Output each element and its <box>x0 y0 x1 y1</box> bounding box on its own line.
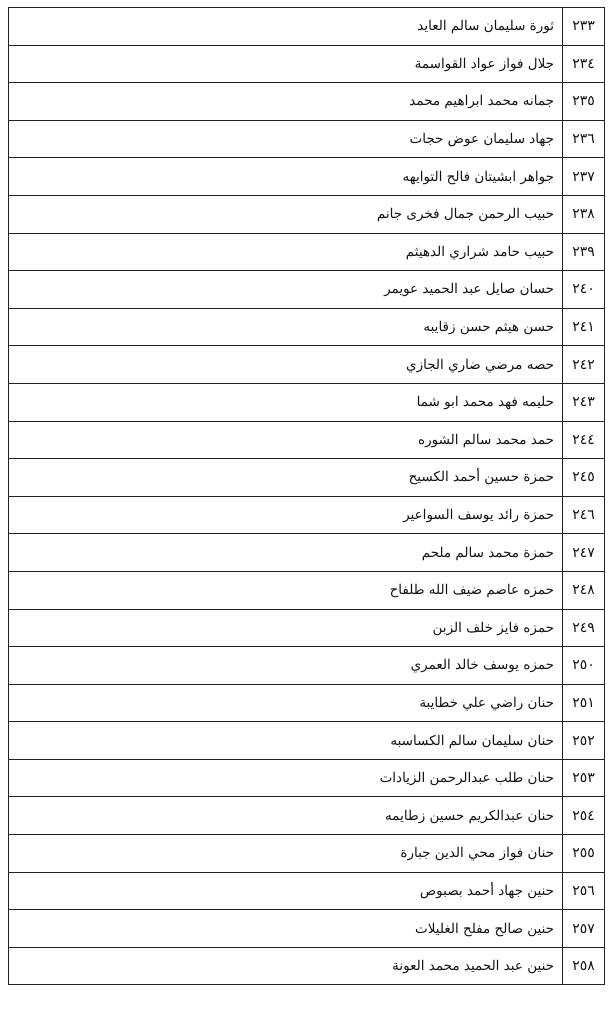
row-number: ٢٤٨ <box>563 571 605 609</box>
table-row <box>9 759 605 797</box>
table-row <box>9 271 605 309</box>
row-number: ٢٤٤ <box>563 421 605 459</box>
table-row <box>9 158 605 196</box>
table-row <box>9 459 605 497</box>
row-number: ٢٣٨ <box>563 195 605 233</box>
row-name: حنان سليمان سالم الكساسبه <box>9 722 563 760</box>
table-row <box>9 83 605 121</box>
row-name: حنان طلب عبدالرحمن الزيادات <box>9 759 563 797</box>
row-number: ٢٣٤ <box>563 45 605 83</box>
row-number: ٢٣٣ <box>563 8 605 46</box>
table-row <box>9 421 605 459</box>
row-name: جهاد سليمان عوض حجات <box>9 120 563 158</box>
table-row <box>9 496 605 534</box>
row-number: ٢٥٥ <box>563 835 605 873</box>
row-number: ٢٥١ <box>563 684 605 722</box>
row-number: ٢٥٧ <box>563 910 605 948</box>
row-number: ٢٣٧ <box>563 158 605 196</box>
names-table <box>8 7 605 985</box>
row-name: حسان صايل عبد الحميد عويمر <box>9 271 563 309</box>
table-row <box>9 383 605 421</box>
names-table-container <box>8 7 605 985</box>
table-row <box>9 609 605 647</box>
row-name: ثورة سليمان سالم العايد <box>9 8 563 46</box>
table-row <box>9 835 605 873</box>
row-name: حمزه عاصم ضيف الله طلفاح <box>9 571 563 609</box>
table-row <box>9 571 605 609</box>
row-number: ٢٥٢ <box>563 722 605 760</box>
table-row <box>9 195 605 233</box>
table-row <box>9 346 605 384</box>
row-name: حنان عبدالكريم حسين زطايمه <box>9 797 563 835</box>
row-name: جواهر ابشيتان فالح التوايهه <box>9 158 563 196</box>
row-number: ٢٣٥ <box>563 83 605 121</box>
table-row <box>9 722 605 760</box>
row-name: جلال فواز عواد القواسمة <box>9 45 563 83</box>
row-number: ٢٣٦ <box>563 120 605 158</box>
row-number: ٢٣٩ <box>563 233 605 271</box>
row-name: حمزة محمد سالم ملحم <box>9 534 563 572</box>
names-table-body <box>9 8 605 985</box>
row-name: حصه مرضي ضاري الجازي <box>9 346 563 384</box>
table-row <box>9 8 605 46</box>
row-number: ٢٥٨ <box>563 947 605 985</box>
table-row <box>9 120 605 158</box>
row-name: جمانه محمد ابراهيم محمد <box>9 83 563 121</box>
table-row <box>9 647 605 685</box>
row-name: حمزه يوسف خالد العمري <box>9 647 563 685</box>
row-name: حنين صالح مفلح الغليلات <box>9 910 563 948</box>
row-number: ٢٤٢ <box>563 346 605 384</box>
row-name: حبيب الرحمن جمال فخرى جانم <box>9 195 563 233</box>
table-row <box>9 45 605 83</box>
row-name: حمزة رائد يوسف السواعير <box>9 496 563 534</box>
table-row <box>9 947 605 985</box>
row-name: حمزه فايز خلف الزبن <box>9 609 563 647</box>
row-number: ٢٤٦ <box>563 496 605 534</box>
row-number: ٢٤٧ <box>563 534 605 572</box>
table-row <box>9 684 605 722</box>
row-name: حمد محمد سالم الشوره <box>9 421 563 459</box>
table-row <box>9 534 605 572</box>
row-number: ٢٥٣ <box>563 759 605 797</box>
row-name: حنين عبد الحميد محمد العونة <box>9 947 563 985</box>
row-name: حسن هيثم حسن زقايبه <box>9 308 563 346</box>
row-name: حنان راضي علي خطايبة <box>9 684 563 722</box>
row-number: ٢٤٠ <box>563 271 605 309</box>
table-row <box>9 308 605 346</box>
row-name: حنين جهاد أحمد بصبوص <box>9 872 563 910</box>
table-row <box>9 233 605 271</box>
row-number: ٢٤٥ <box>563 459 605 497</box>
row-name: حبيب حامد شراري الدهيثم <box>9 233 563 271</box>
row-name: حليمه فهد محمد ابو شما <box>9 383 563 421</box>
row-name: حنان فواز محي الدين جبارة <box>9 835 563 873</box>
row-number: ٢٤٩ <box>563 609 605 647</box>
row-number: ٢٥٤ <box>563 797 605 835</box>
row-number: ٢٥٦ <box>563 872 605 910</box>
row-number: ٢٤٣ <box>563 383 605 421</box>
row-number: ٢٤١ <box>563 308 605 346</box>
row-name: حمزة حسين أحمد الكسيح <box>9 459 563 497</box>
row-number: ٢٥٠ <box>563 647 605 685</box>
table-row <box>9 872 605 910</box>
table-row <box>9 797 605 835</box>
table-row <box>9 910 605 948</box>
